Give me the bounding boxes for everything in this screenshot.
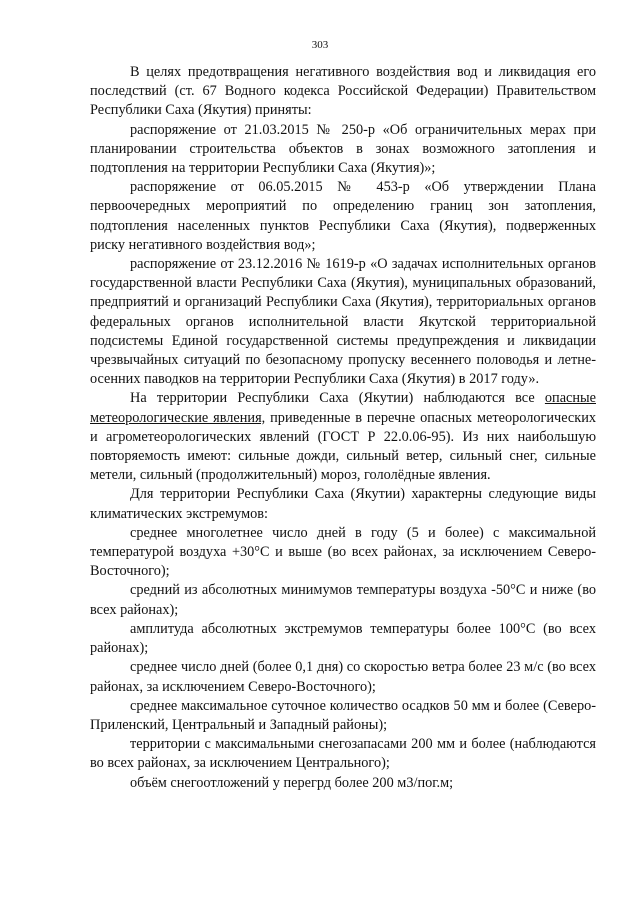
hazards-underlined-text: опасные метеорологические явления, [90, 390, 596, 426]
paragraph-intro: В целях предотвращения негативного воздействия вод и ликвидация его последствий (ст. 67 Водного кодекса Российской Федерации) Правительством Республики Саха (Якутия) приняты: [90, 64, 596, 119]
paragraph-order-453: распоряжение от 06.05.2015 № 453-р «Об утверждении Плана первоочередных мероприятий по определению границ зон затопления, подтопления населенных пунктов Республики Саха (Якутия), подверженных риску негативного воздействия вод»; [90, 179, 596, 253]
paragraph-order-1619: распоряжение от 23.12.2016 № 1619-р «О задачах исполнительных органов государственной власти Республики Саха (Якутия), муниципальных образований, предприятий и организаций Республики Саха (Якутия), территориальных органов федеральных органов исполнительной власти Якутской территориальной подсистемы Единой государственной системы предупреждения и ликвидации чрезвычайных ситуаций по безопасному пропуску весеннего половодья и летне-осенних паводков на территории Республики Саха (Якутия) в 2017 году». [90, 256, 596, 388]
list-item-wind-days: среднее число дней (более 0,1 дня) со скоростью ветра более 23 м/с (во всех районах, за исключением Северо-Восточного); [90, 659, 596, 695]
list-item-precipitation: среднее максимальное суточное количество осадков 50 мм и более (Северо-Приленский, Центральный и Западный районы); [90, 697, 596, 733]
list-item-absolute-minimum: средний из абсолютных минимумов температуры воздуха -50°С и ниже (во всех районах); [90, 582, 596, 618]
list-item-temperature-amplitude: амплитуда абсолютных экстремумов температуры более 100°С (во всех районах); [90, 620, 596, 657]
hazards-text-before: На территории Республики Саха (Якутии) наблюдаются все [130, 390, 545, 407]
paragraph-order-250: распоряжение от 21.03.2015 № 250-р «Об ограничительных мерах при планировании строительства объектов в зонах возможного затопления и подтопления на территории Республики Саха (Якутия)»; [90, 121, 596, 177]
hazards-text-after: приведенные в перечне опасных метеорологических и агрометеорологических явлений (ГОСТ Р 22.0.06-95). Из них наибольшую повторяемость имеют: сильные дожди, сильный ветер, сильный снег, сильные метели, сильный (продолжительный) мороз, гололёдные явления. [90, 409, 596, 484]
list-item-snow-reserves: территории с максимальными снегозапасами 200 мм и более (наблюдаются во всех районах, за исключением Центрального); [90, 736, 596, 772]
paragraph-climate-extremes: Для территории Республики Саха (Якутии) характерны следующие виды климатических экстремумов: [90, 486, 596, 522]
list-item-snow-deposits: объём снегоотложений у перегрд более 200 м3/пог.м; [130, 774, 454, 791]
page-number: 303 [311, 39, 329, 51]
page-body [90, 63, 596, 793]
paragraph-hazards [90, 389, 596, 485]
list-item-hot-days: среднее многолетнее число дней в году (5 и более) с максимальной температурой воздуха +30°С и выше (во всех районах, за исключением Северо-Восточного); [90, 524, 596, 580]
